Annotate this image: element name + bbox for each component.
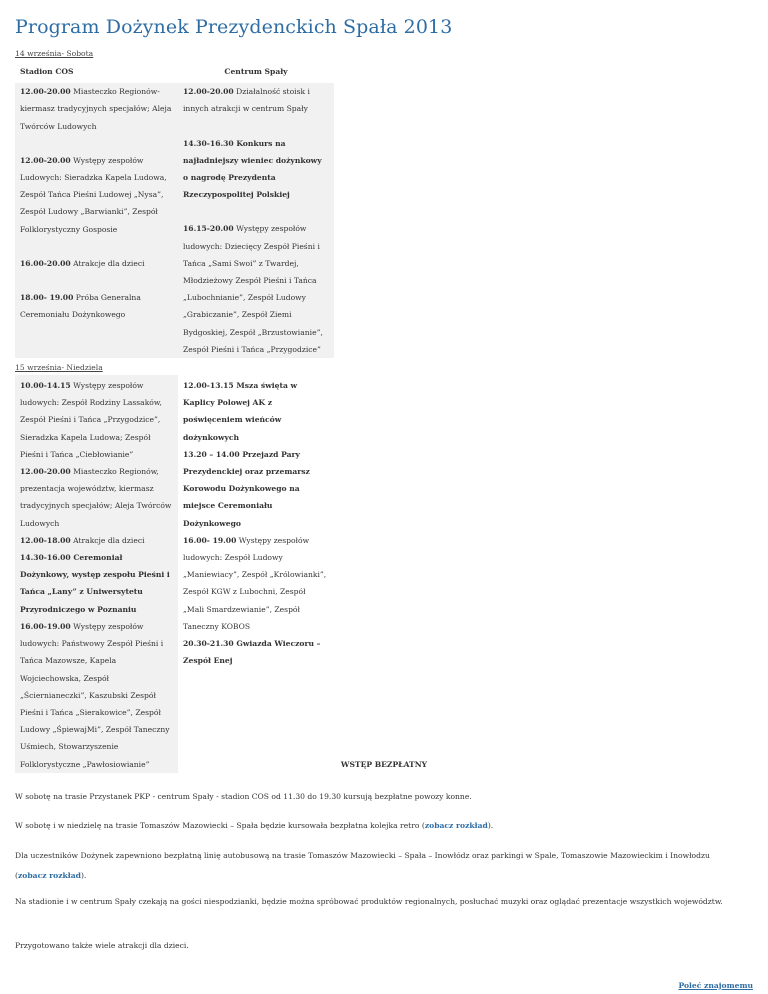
schedule-item: 12.00-20.00 Miasteczko Regionów, prezentacja województw, kiermasz tradycyjnych specjałów; Aleja Twórców Ludowych	[20, 467, 172, 528]
schedule-item: 16.00-19.00 Występy zespołów ludowych: Państwowy Zespół Pieśni i Tańca Mazowsze, Kapela Wojciechowska, Zespół „Ściernianeczki”, Kaszubski Zespół Pieśni i Tańca „Sierakowice”, Zespół Ludowy „ŚpiewajMi”, Zespół Taneczny Uśmiech, Stowarzyszenie Folklorystyczne „Pawłosiowianie”	[20, 621, 170, 769]
schedule-item: 14.30-16.00 Ceremoniał Dożynkowy, występ zespołu Pieśni i Tańca „Lany” z Uniwersytetu Przyrodniczego w Poznaniu	[20, 553, 170, 614]
schedule-item: 13.20 – 14.00 Przejazd Pary Prezydenckiej oraz przemarsz Korowodu Dożynkowego na miejsce Ceremoniału Dożynkowego	[183, 449, 310, 528]
col-header-centrum: Centrum Spały	[224, 67, 288, 76]
day2-col1	[15, 375, 178, 773]
day2-col2	[178, 375, 334, 773]
day2-schedule	[15, 375, 334, 773]
schedule-item: 20.30-21.30 Gwiazda Wieczoru – Zespół Enej	[183, 639, 321, 666]
page-title: Program Dożynek Prezydenckich Spała 2013	[15, 16, 453, 38]
schedule-item: 12.00-20.00 Miasteczko Regionów- kiermasz tradycyjnych specjałów; Aleja Twórców Ludowych	[20, 87, 172, 131]
day2-label: 15 września- Niedziela	[15, 363, 103, 373]
schedule-item: 12.00-20.00 Działalność stoisk i innych atrakcji w centrum Spały	[183, 87, 310, 114]
timetable-link[interactable]: zobacz rozkład	[424, 821, 488, 830]
info-paragraph: W sobotę i w niedzielę na trasie Tomaszów Mazowiecki – Spała będzie kursowała bezpłatna kolejka retro (zobacz rozkład).	[15, 821, 494, 830]
info-paragraph: Dla uczestników Dożynek zapewniono bezpłatną linię autobusową na trasie Tomaszów Mazowiecki – Spała – Inowłódz oraz parkingi w Spale, Tomaszowie Mazowieckim i Inowłodzu (zobacz rozkład).	[15, 851, 710, 880]
schedule-item: 18.00- 19.00 Próba Generalna Ceremoniału Dożynkowego	[20, 293, 141, 320]
info-paragraph: Przygotowano także wiele atrakcji dla dzieci.	[15, 941, 189, 950]
day1-col2	[178, 83, 334, 358]
schedule-item: 14.30-16.30 Konkurs na najładniejszy wieniec dożynkowy o nagrodę Prezydenta Rzeczypospolitej Polskiej	[183, 138, 322, 200]
day1-label: 14 września- Sobota	[15, 49, 94, 58]
schedule-item: 16.00- 19.00 Występy zespołów ludowych: Zespół Ludowy „Maniewiacy”, Zespół „Królowianki”, Zespół KGW z Lubochni, Zespół „Mali Smardzewianie”, Zespół Taneczny KOBOS	[183, 535, 327, 631]
recommend-to-friend-link[interactable]: Poleć znajomemu	[678, 981, 753, 990]
schedule-item: 16.15-20.00 Występy zespołów ludowych: Dziecięcy Zespół Pieśni i Tańca „Sami Swoi” z Twardej, Młodzieżowy Zespół Pieśni i Tańca „Lubochnianie”, Zespół Ludowy „Grabiczanie”, Zespół Ziemi Bydgoskiej, Zespół „Brzustowianie”, Zespół Pieśni i Tańca „Przygodzice”	[183, 224, 323, 354]
schedule-item: 12.00-13.15 Msza święta w Kaplicy Polowej AK z poświęceniem wieńców dożynkowych	[183, 381, 298, 442]
day1-col1	[15, 83, 178, 358]
info-paragraph: Na stadionie i w centrum Spały czekają na gości niespodzianki, będzie można spróbować produktów regionalnych, posłuchać muzyki oraz oglądać prezentacje wszystkich województw.	[15, 897, 723, 906]
content	[15, 0, 753, 990]
schedule-item: 10.00-14.15 Występy zespołów ludowych: Zespół Rodziny Lassaków, Zespół Pieśni i Tańca „Przygodzice”, Sieradzka Kapela Ludowa; Zespół Pieśni i Tańca „Ciebłowianie”	[20, 381, 162, 459]
timetable-link[interactable]: zobacz rozkład	[17, 870, 81, 880]
schedule-item: 12.00-20.00 Występy zespołów Ludowych: Sieradzka Kapela Ludowa, Zespół Tańca Pieśni Ludowej „Nysa”, Zespół Ludowy „Barwianki”, Zespół Folklorystyczny Gosposie	[20, 155, 167, 234]
schedule-item: 16.00-20.00 Atrakcje dla dzieci	[20, 258, 145, 268]
col-header-stadion: Stadion COS	[20, 67, 74, 76]
day1-schedule	[15, 59, 334, 358]
info-paragraph: W sobotę na trasie Przystanek PKP - centrum Spały - stadion COS od 11.30 do 19.30 kursują bezpłatne powozy konne.	[15, 792, 472, 801]
schedule-item: 12.00-18.00 Atrakcje dla dzieci	[20, 535, 145, 545]
free-entry-heading: WSTĘP BEZPŁATNY	[340, 760, 428, 769]
